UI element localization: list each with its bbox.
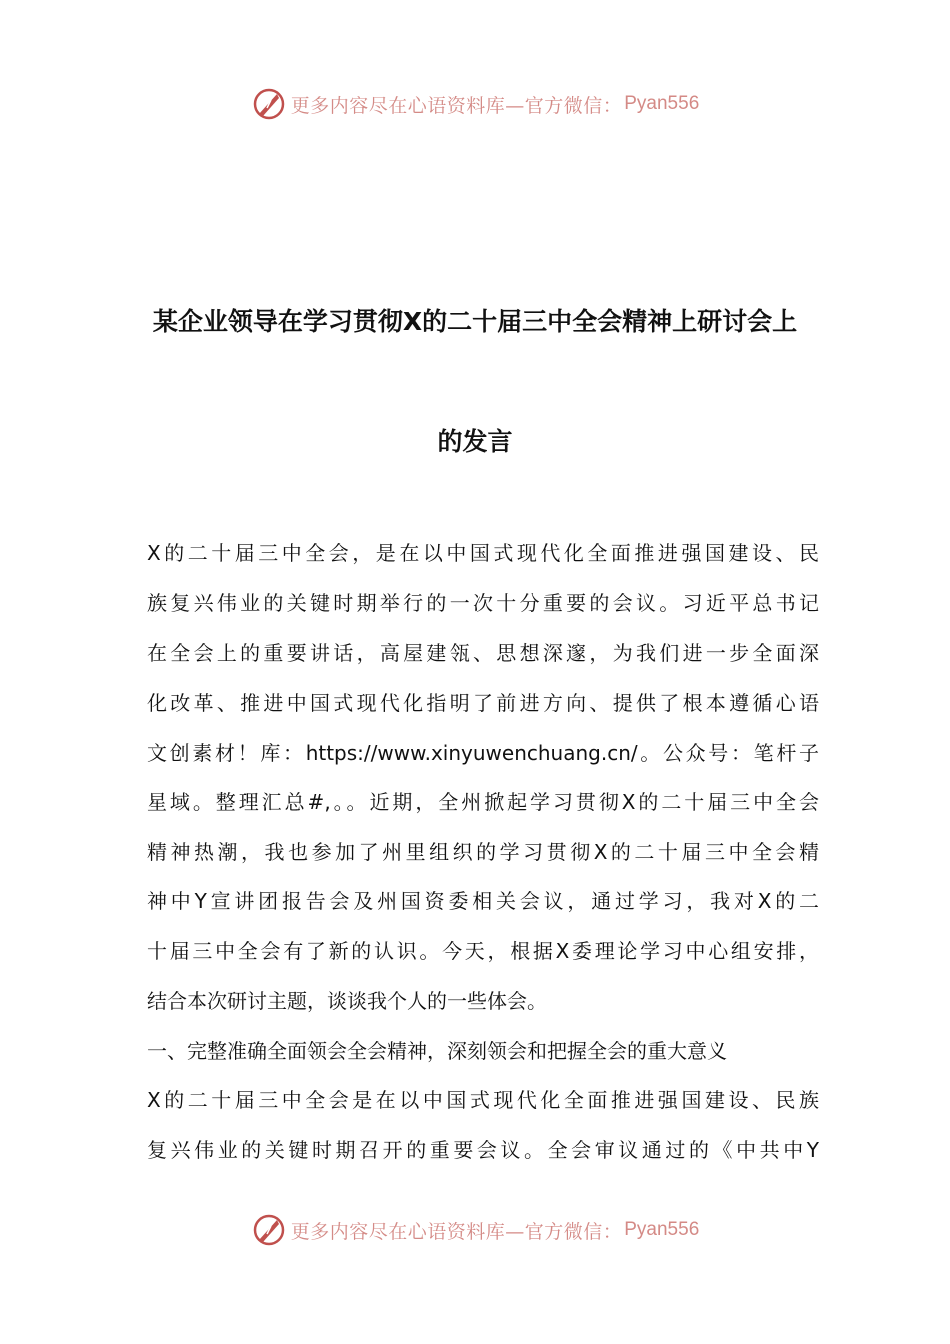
body-line: 文创素材！库：https://www.xinyuwenchuang.cn/。公众号：笔杆子 xyxy=(147,741,819,765)
watermark-wechat-id: Pyan556 xyxy=(624,93,700,114)
watermark-wechat-id: Pyan556 xyxy=(624,1219,700,1240)
body-line: X的二十届三中全会，是在以中国式现代化全面推进强国建设、民 xyxy=(147,541,819,565)
quill-logo-icon xyxy=(251,86,287,122)
body-line: X的二十届三中全会是在以中国式现代化全面推进强国建设、民族 xyxy=(147,1088,819,1112)
body-line: 神中Y宣讲团报告会及州国资委相关会议，通过学习，我对X的二 xyxy=(147,889,819,913)
header-watermark xyxy=(0,82,950,126)
body-line: 精神热潮，我也参加了州里组织的学习贯彻X的二十届三中全会精 xyxy=(147,840,819,864)
document-title-line-1: 某企业领导在学习贯彻X的二十届三中全会精神上研讨会上 xyxy=(152,307,798,336)
body-line: 十届三中全会有了新的认识。今天，根据X委理论学习中心组安排， xyxy=(147,939,819,963)
body-line: 化改革、推进中国式现代化指明了前进方向、提供了根本遵循心语 xyxy=(147,691,819,715)
body-line: 结合本次研讨主题，谈谈我个人的一些体会。 xyxy=(147,989,547,1013)
watermark-text: 更多内容尽在心语资料库—官方微信： xyxy=(290,1220,623,1243)
body-line: 族复兴伟业的关键时期举行的一次十分重要的会议。习近平总书记 xyxy=(147,591,819,615)
body-line: 复兴伟业的关键时期召开的重要会议。全会审议通过的《中共中Y xyxy=(147,1138,819,1162)
watermark-text: 更多内容尽在心语资料库—官方微信： xyxy=(290,94,623,117)
document-title-line-2: 的发言 xyxy=(437,427,513,456)
body-line: 在全会上的重要讲话，高屋建瓴、思想深邃，为我们进一步全面深 xyxy=(147,641,819,665)
quill-logo-icon xyxy=(251,1212,287,1248)
body-line: 星域。整理汇总#,。。近期，全州掀起学习贯彻X的二十届三中全会 xyxy=(147,790,819,814)
section-heading: 一、完整准确全面领会全会精神，深刻领会和把握全会的重大意义 xyxy=(147,1039,727,1063)
footer-watermark xyxy=(0,1208,950,1252)
